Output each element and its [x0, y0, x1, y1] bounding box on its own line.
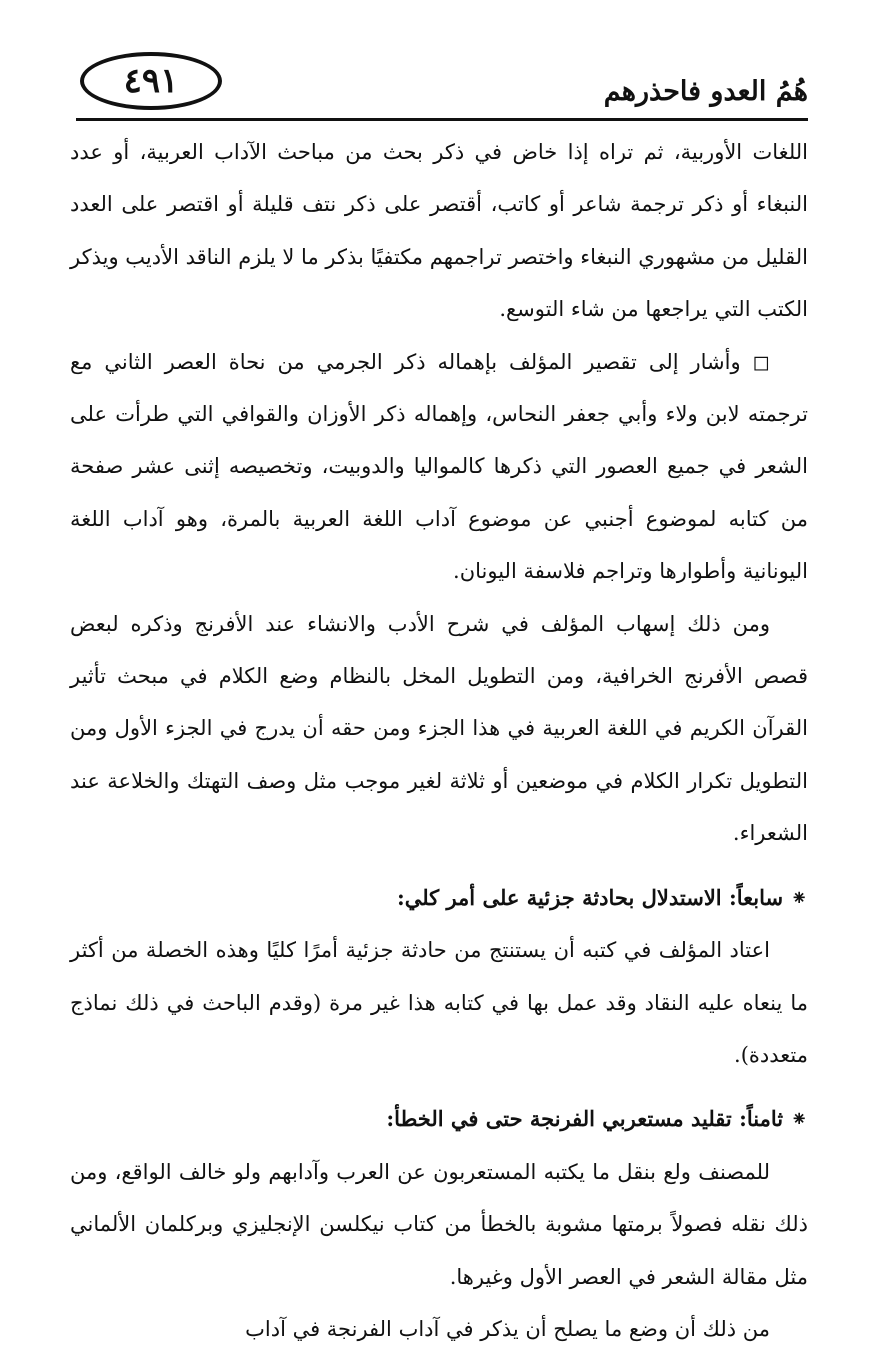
- heading-text: سابعاً: الاستدلال بحادثة جزئية على أمر كلي:: [396, 884, 784, 910]
- paragraph: من ذلك أن وضع ما يصلح أن يذكر في آداب الفرنجة في آداب: [245, 1316, 770, 1341]
- paragraph: [70, 336, 808, 598]
- running-header: [68, 50, 808, 126]
- paragraph: اللغات الأوربية، ثم تراه إذا خاض في ذكر بحث من مباحث الآداب العربية، أو عدد النبغاء أو ذكر ترجمة شاعر أو كاتب، أقتصر على ذكر نتف قليلة أو اقتصر على العدد القليل من مشهوري النبغاء واختصر تراجمهم مكتفيًا بذكر ما لا يلزم الناقد الأديب ويذكر الكتب التي يراجعها من شاء التوسع.: [70, 140, 808, 322]
- header-rule: [76, 118, 808, 121]
- heading-text: ثامناً: تقليد مستعربي الفرنجة حتى في الخطأ:: [386, 1106, 784, 1132]
- page-number: ٤٩١: [80, 52, 222, 110]
- paragraph: ومن ذلك إسهاب المؤلف في شرح الأدب والانشاء عند الأفرنج وذكره لبعض قصص الأفرنج الخرافية، ومن التطويل المخل بالنظام وضع الكلام في مبحث تأثير القرآن الكريم في اللغة العربية في هذا الجزء ومن حقه أن يدرج في الجزء الأول ومن التطويل تكرار الكلام في موضعين أو ثلاثة لغير موجب مثل وصف التهتك والخلاعة عند الشعراء.: [70, 611, 808, 846]
- running-title: هُمُ العدو فاحذرهم: [603, 76, 808, 107]
- square-bullet-icon: ◻: [752, 349, 770, 374]
- paragraph: اعتاد المؤلف في كتبه أن يستنتج من حادثة جزئية أمرًا كليًا وهذه الخصلة من أكثر ما ينعاه عليه النقاد وقد عمل بها في كتابه هذا غير مرة (وقدم الباحث في ذلك نماذج متعددة).: [70, 938, 808, 1067]
- star-bullet-icon: ⁕: [790, 885, 808, 910]
- paragraph: للمصنف ولع بنقل ما يكتبه المستعربون عن العرب وآدابهم ولو خالف الواقع، ومن ذلك نقله فصولاً برمتها مشوبة بالخطأ من كتاب نيكلسن الإنجليزي وبركلمان الألماني مثل مقالة الشعر في العصر الأول وغيرها.: [70, 1159, 808, 1289]
- star-bullet-icon: ⁕: [790, 1107, 808, 1132]
- paragraph-text: وأشار إلى تقصير المؤلف بإهماله ذكر الجرمي من نحاة العصر الثاني مع ترجمته لابن ولاء وأبي جعفر النحاس، وإهماله ذكر الأوزان والقوافي التي طرأت على الشعر في جميع العصور التي ذكرها كالمواليا والدوبيت، وتخصيصه إثنى عشر صفحة من كتابه لموضوع أجنبي عن موضوع آداب اللغة العربية بالمرة، وهو آداب اللغة اليونانية وأطوارها وتراجم فلاسفة اليونان.: [70, 349, 808, 584]
- section-heading: [70, 872, 808, 924]
- body-text: [70, 126, 808, 1355]
- section-heading: [70, 1093, 808, 1145]
